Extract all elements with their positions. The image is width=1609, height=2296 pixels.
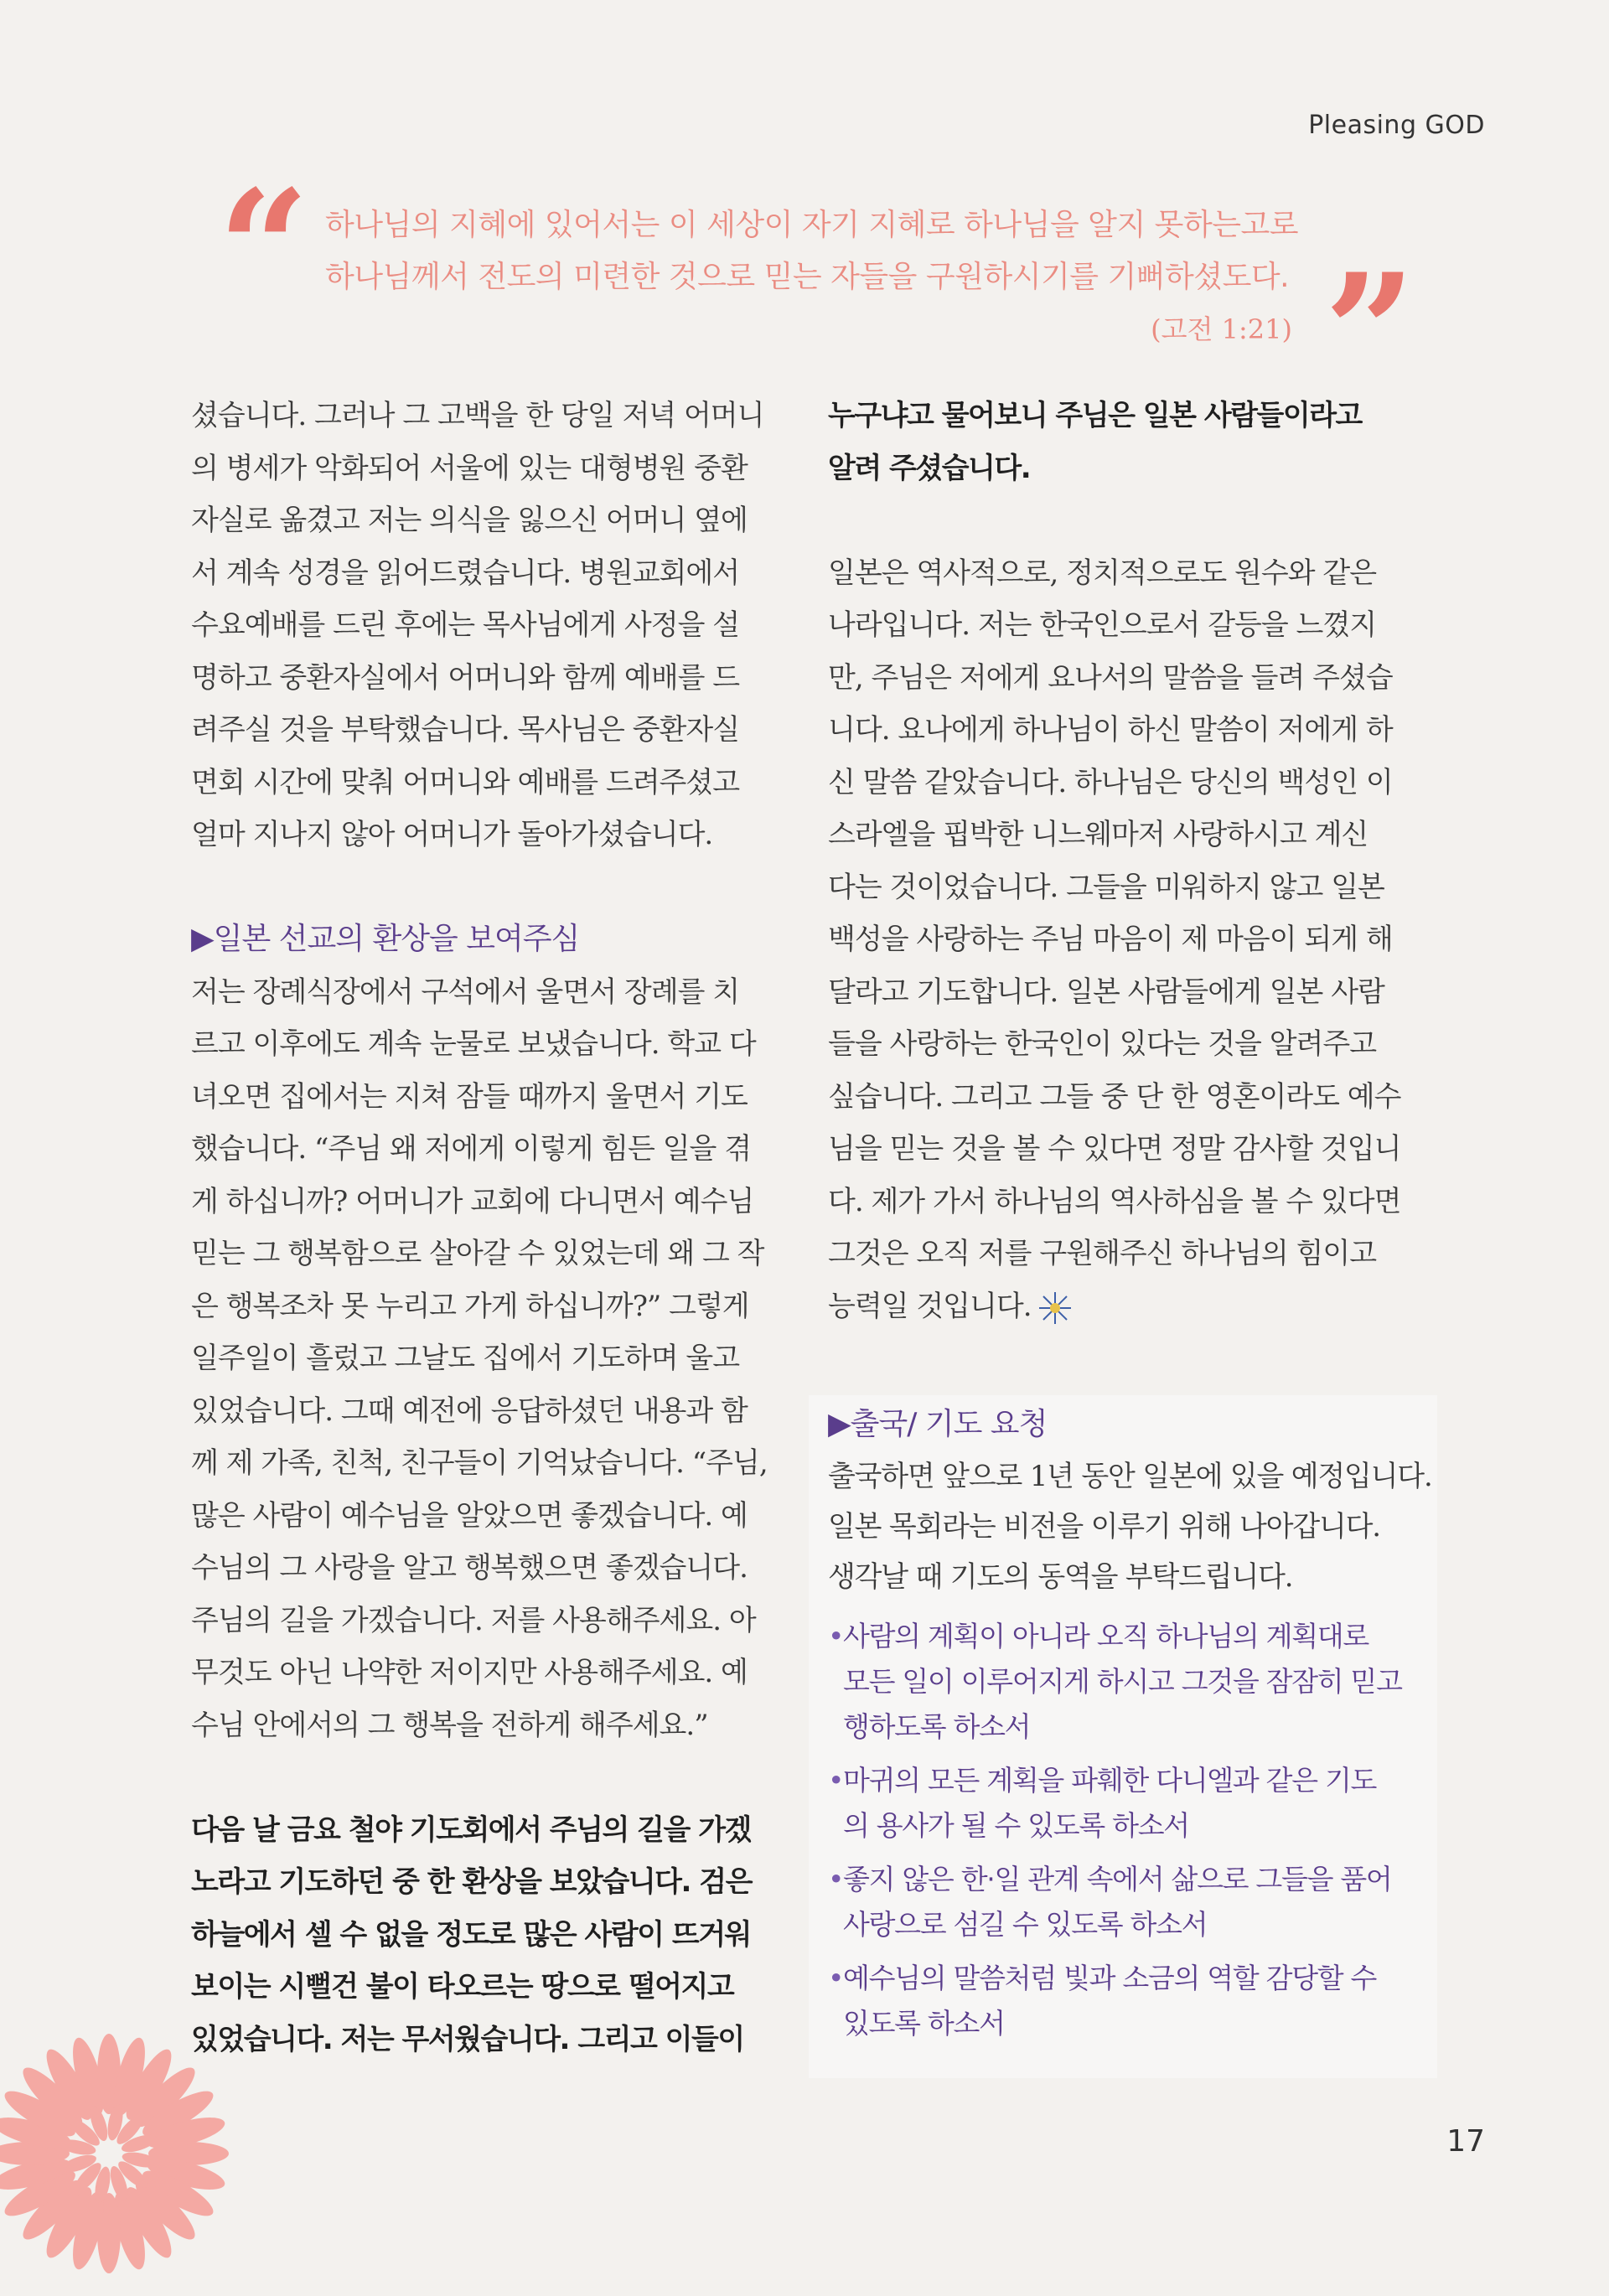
paragraph-r2 — [828, 547, 1419, 1333]
text-line-last — [828, 1280, 1419, 1333]
text-line: 백성을 사랑하는 주님 마음이 제 마음이 되게 해 — [828, 923, 1393, 956]
text-line: 신 말씀 같았습니다. 하나님은 당신의 백성인 이 — [828, 765, 1393, 799]
spacer — [191, 1751, 782, 1804]
text-line: 려주실 것을 부탁했습니다. 목사님은 중환자실 — [191, 713, 740, 747]
bullet-text: 마귀의 모든 계획을 파훼한 다니엘과 같은 기도 — [843, 1764, 1377, 1797]
text-line: 달라고 기도합니다. 일본 사람들에게 일본 사람 — [828, 975, 1384, 1009]
paragraph-2 — [191, 966, 782, 1752]
flower-decoration-icon — [0, 1978, 251, 2296]
text-line: 게 하십니까? 어머니가 교회에 다니면서 예수님 — [191, 1184, 754, 1218]
paragraph-1 — [191, 390, 782, 861]
text-line: 은 행복조차 못 누리고 가게 하십니까?” 그렇게 — [191, 1289, 749, 1323]
text-line: 많은 사람이 예수님을 알았으면 좋겠습니다. 예 — [191, 1498, 748, 1533]
text-line: 의 병세가 악화되어 서울에 있는 대형병원 중환 — [191, 451, 748, 485]
bullet-text: 사랑으로 섬길 수 있도록 하소서 — [843, 1908, 1208, 1941]
prayer-request-content — [828, 1398, 1432, 2055]
quote-line-1: 하나님의 지혜에 있어서는 이 세상이 자기 지혜로 하나님을 알지 못하는고로 — [325, 208, 1299, 242]
section-heading-prayer: ▶출국/ 기도 요청 — [828, 1407, 1048, 1441]
text-line: 스라엘을 핍박한 니느웨마저 사랑하시고 계신 — [828, 818, 1368, 851]
text-line: 저는 장례식장에서 구석에서 울면서 장례를 치 — [191, 975, 740, 1009]
quote-reference: (고전 1:21) — [1151, 313, 1292, 345]
text-line: 께 제 가족, 친척, 친구들이 기억났습니다. “주님, — [191, 1446, 768, 1480]
text-line: 르고 이후에도 계속 눈물로 보냈습니다. 학교 다 — [191, 1027, 756, 1061]
text-line: 싶습니다. 그리고 그들 중 단 한 영혼이라도 예수 — [828, 1079, 1401, 1114]
bullet-text: 있도록 하소서 — [843, 2007, 1005, 2040]
header-title: Pleasing GOD — [1308, 111, 1485, 140]
text-line: 나라입니다. 저는 한국인으로서 갈등을 느꼈지 — [828, 608, 1377, 642]
text-line: 다는 것이었습니다. 그들을 미워하지 않고 일본 — [828, 870, 1384, 904]
text-line: 노라고 기도하던 중 한 환상을 보았습니다. 검은 — [191, 1865, 752, 1899]
text-line: 주님의 길을 가겠습니다. 저를 사용해주세요. 아 — [191, 1603, 756, 1637]
text-line: 그것은 오직 저를 구원해주신 하나님의 힘이고 — [828, 1237, 1377, 1270]
bullet-text: 좋지 않은 한·일 관계 속에서 삶으로 그들을 품어 — [843, 1863, 1392, 1895]
text-line: 다음 날 금요 철야 기도회에서 주님의 길을 가겠 — [191, 1812, 751, 1847]
text-line: 수님의 그 사랑을 알고 행복했으면 좋겠습니다. — [191, 1551, 748, 1585]
paragraph-r1 — [828, 390, 1419, 494]
prayer-bullet-item — [828, 1758, 1427, 1849]
quote-open-mark: “ — [218, 155, 310, 342]
sparkle-icon — [1037, 1290, 1074, 1326]
text-line: 있었습니다. 저는 무서웠습니다. 그리고 이들이 — [191, 2022, 744, 2056]
text-line: 보이는 시뻘건 불이 타오르는 땅으로 떨어지고 — [191, 1970, 734, 2004]
right-column — [828, 390, 1419, 1332]
last-line-text: 능력일 것입니다. — [828, 1289, 1032, 1323]
text-line: 녀오면 집에서는 지쳐 잠들 때까지 울면서 기도 — [191, 1079, 748, 1114]
prayer-bullet-item — [828, 1857, 1427, 1947]
text-line: 일본 목회라는 비전을 이루기 위해 나아갑니다. — [828, 1510, 1380, 1544]
text-line: 생각날 때 기도의 동역을 부탁드립니다. — [828, 1560, 1293, 1594]
text-line: 님을 믿는 것을 볼 수 있다면 정말 감사할 것입니 — [828, 1132, 1401, 1166]
text-line: 했습니다. “주님 왜 저에게 이렇게 힘든 일을 겪 — [191, 1132, 752, 1166]
text-line: 들을 사랑하는 한국인이 있다는 것을 알려주고 — [828, 1027, 1377, 1061]
text-line: 면회 시간에 맞춰 어머니와 예배를 드려주셨고 — [191, 765, 740, 799]
page-number: 17 — [1446, 2124, 1485, 2159]
text-line: 무것도 아닌 나약한 저이지만 사용해주세요. 예 — [191, 1656, 748, 1689]
quote-line-2: 하나님께서 전도의 미련한 것으로 믿는 자들을 구원하시기를 기뻐하셨도다. — [325, 260, 1290, 294]
bullet-text: 의 용사가 될 수 있도록 하소서 — [843, 1809, 1189, 1842]
spacer — [191, 861, 782, 914]
bullet-marker: • — [828, 1764, 844, 1797]
bullet-text: 행하도록 하소서 — [843, 1710, 1031, 1743]
text-line: 명하고 중환자실에서 어머니와 함께 예배를 드 — [191, 660, 740, 695]
prayer-bullet-list — [828, 1614, 1427, 2046]
text-line: 자실로 옮겼고 저는 의식을 잃으신 어머니 옆에 — [191, 504, 748, 537]
section-heading-vision: ▶일본 선교의 환상을 보여주심 — [191, 922, 580, 956]
bullet-text: 모든 일이 이루어지게 하시고 그것을 잠잠히 믿고 — [843, 1665, 1402, 1698]
text-line: 만, 주님은 저에게 요나서의 말씀을 들려 주셨습 — [828, 660, 1393, 695]
text-line: 니다. 요나에게 하나님이 하신 말씀이 저에게 하 — [828, 713, 1393, 747]
prayer-bullet-item — [828, 1956, 1427, 2046]
text-line: 있었습니다. 그때 예전에 응답하셨던 내용과 함 — [191, 1394, 748, 1428]
bullet-text: 예수님의 말씀처럼 빛과 소금의 역할 감당할 수 — [843, 1962, 1377, 1994]
prayer-bullet-item — [828, 1614, 1427, 1750]
left-column — [191, 390, 782, 2066]
bullet-text: 사람의 계획이 아니라 오직 하나님의 계획대로 — [843, 1620, 1368, 1652]
text-line: 누구냐고 물어보니 주님은 일본 사람들이라고 — [828, 399, 1362, 432]
bullet-marker: • — [828, 1962, 844, 1994]
text-line: 믿는 그 행복함으로 살아갈 수 있었는데 왜 그 작 — [191, 1237, 764, 1270]
text-line: 일본은 역사적으로, 정치적으로도 원수와 같은 — [828, 556, 1377, 590]
text-line: 다. 제가 가서 하나님의 역사하심을 볼 수 있다면 — [828, 1184, 1401, 1218]
text-line: 서 계속 성경을 읽어드렸습니다. 병원교회에서 — [191, 556, 740, 590]
text-line: 하늘에서 셀 수 없을 정도로 많은 사람이 뜨거워 — [191, 1917, 751, 1952]
quote-close-mark: ” — [1324, 239, 1416, 426]
paragraph-3 — [191, 1804, 782, 2066]
text-line: 수요예배를 드린 후에는 목사님에게 사정을 설 — [191, 608, 740, 642]
bullet-marker: • — [828, 1863, 844, 1895]
bullet-marker: • — [828, 1620, 844, 1652]
spacer — [828, 494, 1419, 547]
text-line: 셨습니다. 그러나 그 고백을 한 당일 저녁 어머니 — [191, 399, 764, 432]
text-line: 얼마 지나지 않아 어머니가 돌아가셨습니다. — [191, 818, 713, 851]
text-line: 알려 주셨습니다. — [828, 451, 1031, 485]
text-line: 출국하면 앞으로 1년 동안 일본에 있을 예정입니다. — [828, 1460, 1432, 1493]
text-line: 일주일이 흘렀고 그날도 집에서 기도하며 울고 — [191, 1342, 740, 1375]
text-line: 수님 안에서의 그 행복을 전하게 해주세요.” — [191, 1708, 708, 1742]
